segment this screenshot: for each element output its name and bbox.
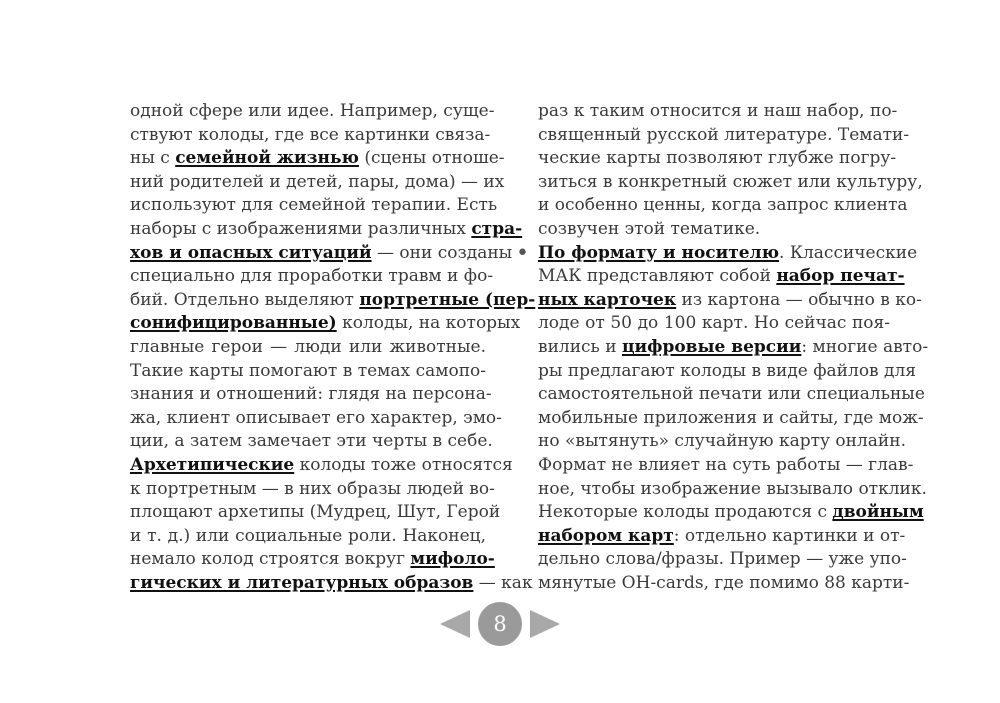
text-run: наборы с изображениями различных <box>130 218 472 239</box>
text-run: специально для проработки травм и фо- <box>130 266 494 287</box>
text-line <box>130 525 486 549</box>
text-run: МАК представляют собой <box>538 266 777 287</box>
text-line <box>538 430 906 454</box>
text-run: ное, чтобы изображение вызывало отклик. <box>538 478 927 499</box>
text-line <box>130 501 501 525</box>
text-line <box>538 312 890 336</box>
page-navigation <box>440 600 560 648</box>
text-run: Такие карты помогают в темах самопо- <box>130 360 486 381</box>
page-number: 8 <box>478 602 522 646</box>
text-line <box>538 242 918 266</box>
text-run: из картона — обычно в ко- <box>676 289 922 310</box>
right-text-column <box>516 100 929 595</box>
text-line <box>130 360 486 384</box>
text-run: . Классические <box>779 242 918 263</box>
highlighted-term: портретные (пер- <box>359 289 536 310</box>
text-line <box>538 407 924 431</box>
text-line <box>538 478 927 502</box>
text-run: колоды, на которых <box>336 313 521 334</box>
highlighted-term: гических и литературных образов <box>130 572 474 593</box>
text-run: : многие авто- <box>801 336 929 357</box>
text-run: и т. д.) или социальные роли. Наконец, <box>130 525 486 546</box>
text-run: самостоятельной печати или специальные <box>538 384 925 405</box>
text-line <box>538 171 923 195</box>
text-run: созвучен этой тематике. <box>538 218 761 239</box>
text-run: дельно слова/фразы. Пример — уже упо- <box>538 549 907 570</box>
highlighted-term: стра- <box>471 218 523 239</box>
text-line <box>130 478 495 502</box>
text-line <box>538 289 922 313</box>
text-line <box>538 265 905 289</box>
text-run: мобильные приложения и сайты, где мож- <box>538 407 924 428</box>
text-line <box>130 100 495 124</box>
format-bullet-item <box>516 240 929 596</box>
text-run: ны с <box>130 148 176 169</box>
text-run: но «вытянуть» случайную карту онлайн. <box>538 431 906 452</box>
text-run: мянутые OH-cards, где помимо 88 карти- <box>538 572 910 593</box>
highlighted-term: сонифицированные) <box>130 313 337 334</box>
text-line <box>130 383 492 407</box>
text-line <box>538 454 914 478</box>
text-run: (сцены отноше- <box>358 148 505 169</box>
text-line <box>130 312 521 336</box>
text-run: лоде от 50 до 100 карт. Но сейчас поя- <box>538 313 890 334</box>
text-line <box>130 171 505 195</box>
text-line <box>130 407 502 431</box>
text-line <box>538 336 929 360</box>
text-line <box>538 548 907 572</box>
text-run: площают архетипы (Мудрец, Шут, Герой <box>130 502 501 523</box>
text-line <box>538 147 897 171</box>
text-run: главные герои — люди или животные. <box>130 336 486 357</box>
text-run: бий. Отдельно выделяют <box>130 289 360 310</box>
highlighted-term: набором карт <box>538 525 674 546</box>
text-line <box>538 218 890 242</box>
text-run: Формат не влияет на суть работы — глав- <box>538 454 914 475</box>
text-run: немало колод строятся вокруг <box>130 549 411 570</box>
highlighted-term: двойным <box>832 502 924 523</box>
text-run: Некоторые колоды продаются с <box>538 502 833 523</box>
highlighted-term: Архетипические <box>130 454 295 475</box>
highlighted-term: хов и опасных ситуаций <box>130 242 372 263</box>
text-run: священный русской литературе. Темати- <box>538 124 910 145</box>
text-run: вились и <box>538 336 622 357</box>
text-run: используют для семейной терапии. Есть <box>130 195 498 216</box>
text-line <box>538 572 910 596</box>
text-run: : отдельно картинки и от- <box>673 525 906 546</box>
text-line <box>130 548 495 572</box>
text-run: ческие карты позволяют глубже погру- <box>538 148 897 169</box>
text-line <box>538 194 908 218</box>
previous-page-arrow-icon[interactable] <box>440 610 470 638</box>
text-run: — как <box>473 572 533 593</box>
text-line <box>130 147 505 171</box>
highlighted-term: семейной жизнью <box>175 148 359 169</box>
text-run: — они созданы <box>371 242 513 263</box>
text-line <box>130 194 498 218</box>
text-line <box>130 242 513 266</box>
bullet-icon: • <box>516 240 529 266</box>
text-run: зиться в конкретный сюжет или культуру, <box>538 171 923 192</box>
text-line <box>538 525 906 549</box>
highlighted-term: цифровые версии <box>621 336 802 357</box>
bullet-paragraph <box>538 242 929 596</box>
text-run: ний родителей и детей, пары, дома) — их <box>130 171 505 192</box>
highlighted-term: мифоло- <box>410 549 495 570</box>
text-line <box>130 265 494 289</box>
text-line <box>538 360 917 384</box>
next-page-arrow-icon[interactable] <box>530 610 560 638</box>
highlighted-term: набор печат- <box>776 266 905 287</box>
text-run: жа, клиент описывает его характер, эмо- <box>130 407 502 428</box>
highlighted-term: По формату и носителю <box>538 242 780 263</box>
text-line <box>538 383 925 407</box>
text-run: раз к таким относится и наш набор, по- <box>538 101 898 121</box>
text-run: и особенно ценны, когда запрос клиента <box>538 195 908 216</box>
text-line <box>538 124 910 148</box>
text-line <box>130 454 513 478</box>
text-run: ствуют колоды, где все картинки связа- <box>130 124 491 145</box>
text-run: ции, а затем замечает эти черты в себе. <box>130 431 493 452</box>
text-line <box>130 289 536 313</box>
text-line <box>538 501 924 525</box>
text-run: к портретным — в них образы людей во- <box>130 478 495 499</box>
text-line <box>130 430 493 454</box>
right-intro-paragraph <box>538 100 923 242</box>
text-run: колоды тоже относятся <box>294 454 513 475</box>
text-run: одной сфере или идее. Например, суще- <box>130 101 495 121</box>
highlighted-term: ных карточек <box>538 289 677 310</box>
text-run: знания и отношений: глядя на персона- <box>130 384 492 405</box>
text-line <box>130 572 533 596</box>
text-line <box>538 100 898 124</box>
text-line <box>130 336 486 360</box>
text-line <box>130 124 491 148</box>
left-text-column <box>130 100 536 595</box>
text-run: ры предлагают колоды в виде файлов для <box>538 360 917 381</box>
text-line <box>130 218 523 242</box>
